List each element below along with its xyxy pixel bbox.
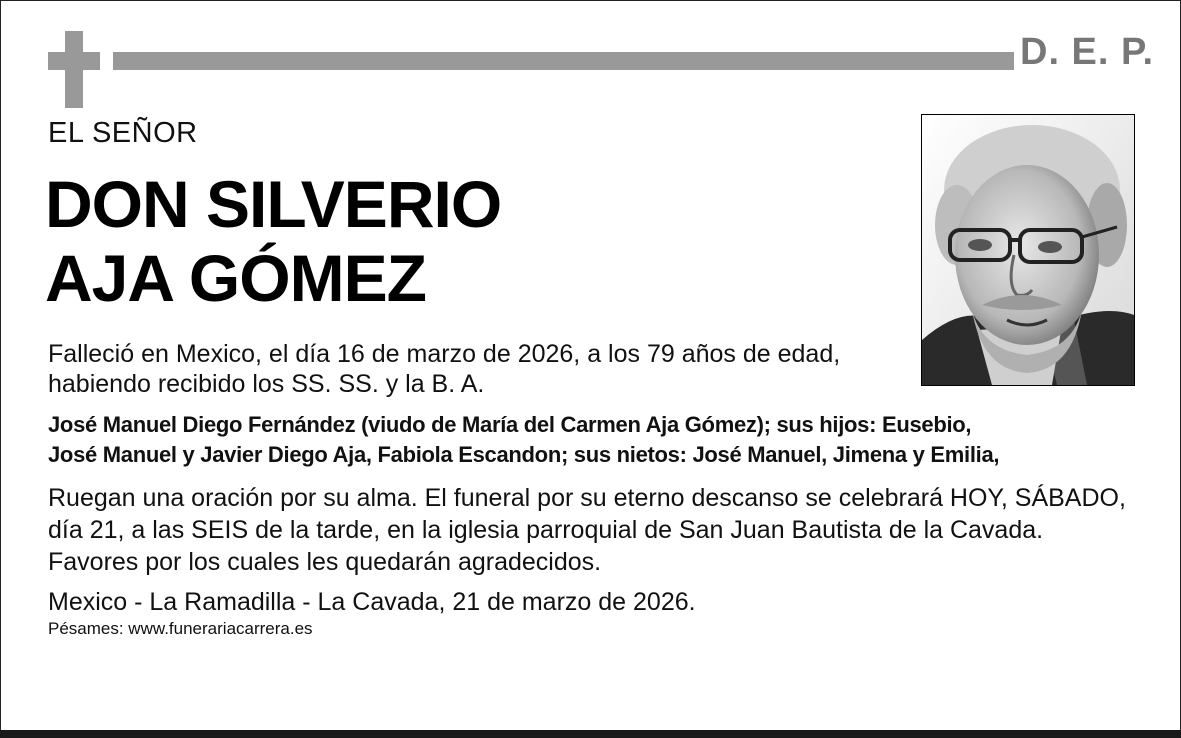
intro-title: EL SEÑOR: [48, 117, 198, 149]
death-notice-line-2: habiendo recibido los SS. SS. y la B. A.: [48, 370, 485, 398]
family-line-1: José Manuel Diego Fernández (viudo de María del Carmen Aja Gómez); sus hijos: Eusebio,: [48, 412, 972, 437]
funeral-notice: [48, 482, 1158, 578]
death-notice: [48, 339, 908, 399]
funeral-line-1: Ruegan una oración por su alma. El funeral por su eterno descanso se celebrará HOY, SÁBADO,: [48, 484, 1126, 512]
family-line-2: José Manuel y Javier Diego Aja, Fabiola Escandon; sus nietos: José Manuel, Jimena y Emilia,: [48, 442, 1000, 467]
deceased-name: [45, 167, 501, 315]
dep-label: D. E. P.: [1020, 31, 1155, 73]
funeral-line-2: día 21, a las SEIS de la tarde, en la iglesia parroquial de San Juan Bautista de la Cavada.: [48, 516, 1044, 544]
portrait-photo: [921, 114, 1135, 386]
condolences-link: Pésames: www.funerariacarrera.es: [48, 619, 313, 638]
cross-icon-bar: [48, 52, 100, 70]
family-list: [48, 410, 1148, 470]
name-line-2: AJA GÓMEZ: [45, 241, 426, 315]
death-notice-line-1: Falleció en Mexico, el día 16 de marzo de 2026, a los 79 años de edad,: [48, 340, 841, 368]
portrait-image: [922, 115, 1134, 385]
place-date: Mexico - La Ramadilla - La Cavada, 21 de marzo de 2026.: [48, 588, 696, 616]
name-line-1: DON SILVERIO: [45, 167, 502, 241]
bottom-border: [0, 730, 1181, 738]
funeral-line-3: Favores por los cuales les quedarán agradecidos.: [48, 548, 602, 576]
header-rule: [113, 52, 1014, 70]
